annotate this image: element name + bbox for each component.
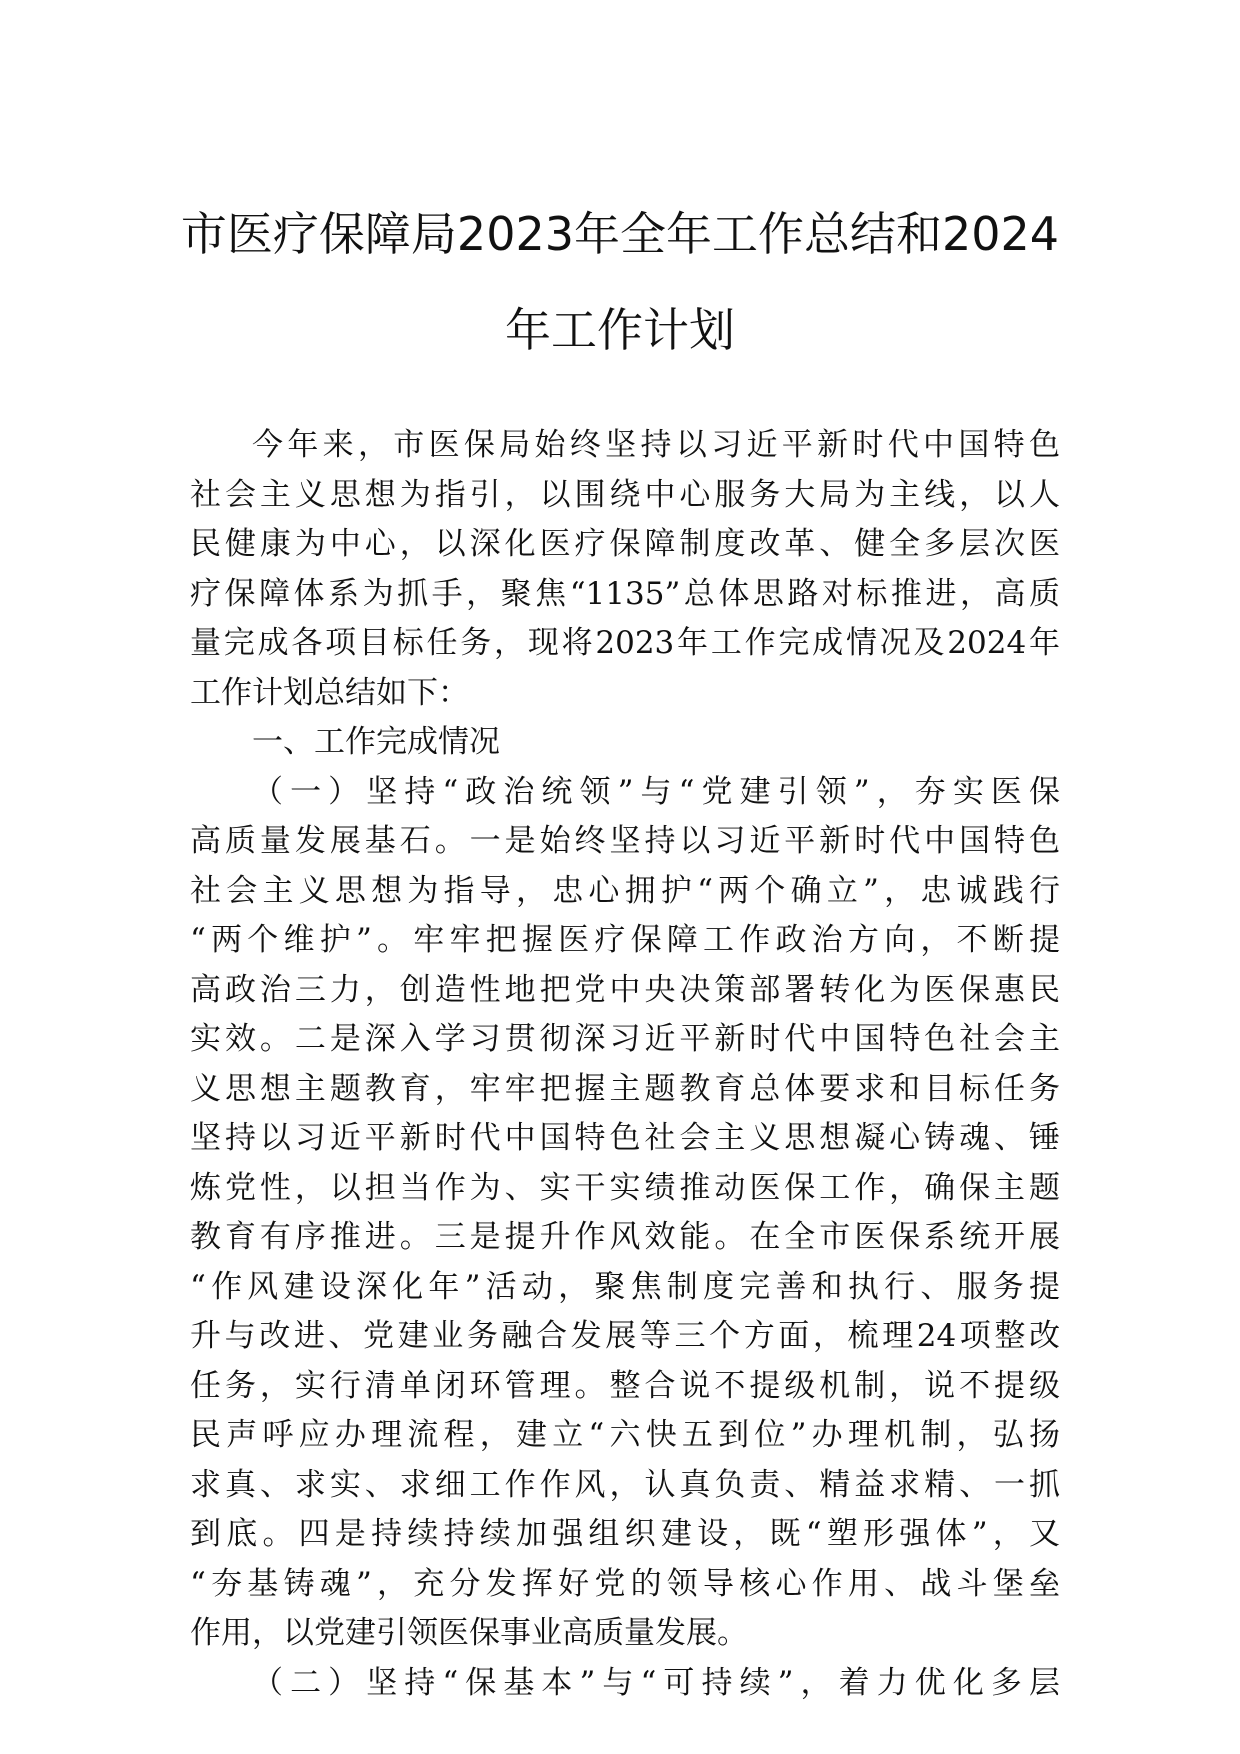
body-line-25: 作用，以党建引领医保事业高质量发展。 xyxy=(190,1615,748,1651)
document-body xyxy=(190,421,1060,1708)
body-line-5: 量完成各项目标任务，现将2023年工作完成情况及2024年 xyxy=(190,625,1060,661)
body-line-19: 升与改进、党建业务融合发展等三个方面，梳理24项整改 xyxy=(190,1318,1060,1354)
body-line-13: 实效。二是深入学习贯彻深习近平新时代中国特色社会主 xyxy=(190,1021,1060,1057)
body-line-26: （二）坚持“保基本”与“可持续”，着力优化多层 xyxy=(252,1664,1060,1701)
body-line-10: 社会主义思想为指导，忠心拥护“两个确立”，忠诚践行 xyxy=(190,872,1060,909)
title-line-1: 市医疗保障局2023年全年工作总结和2024 xyxy=(180,207,1060,261)
body-line-1: 今年来，市医保局始终坚持以习近平新时代中国特色 xyxy=(252,427,1060,463)
body-line-17: 教育有序推进。三是提升作风效能。在全市医保系统开展 xyxy=(190,1219,1060,1255)
body-line-14: 义思想主题教育，牢牢把握主题教育总体要求和目标任务 xyxy=(190,1070,1060,1107)
body-line-20: 任务，实行清单闭环管理。整合说不提级机制，说不提级 xyxy=(190,1367,1060,1404)
body-line-16: 炼党性，以担当作为、实干实绩推动医保工作，确保主题 xyxy=(190,1169,1060,1206)
body-line-4: 疗保障体系为抓手，聚焦“1135”总体思路对标推进，高质 xyxy=(190,575,1060,612)
body-line-22: 求真、求实、求细工作作风，认真负责、精益求精、一抓 xyxy=(190,1466,1060,1503)
body-line-6: 工作计划总结如下： xyxy=(190,674,469,711)
body-line-15: 坚持以习近平新时代中国特色社会主义思想凝心铸魂、锤 xyxy=(190,1120,1060,1156)
body-line-8: （一）坚持“政治统领”与“党建引领”，夯实医保 xyxy=(252,773,1060,810)
body-line-21: 民声呼应办理流程，建立“六快五到位”办理机制，弘扬 xyxy=(190,1417,1060,1453)
body-line-11: “两个维护”。牢牢把握医疗保障工作政治方向，不断提 xyxy=(190,922,1060,958)
body-line-3: 民健康为中心，以深化医疗保障制度改革、健全多层次医 xyxy=(190,526,1060,562)
body-line-9: 高质量发展基石。一是始终坚持以习近平新时代中国特色 xyxy=(190,823,1060,859)
body-line-2: 社会主义思想为指引，以围绕中心服务大局为主线，以人 xyxy=(190,476,1060,513)
section-heading: 一、工作完成情况 xyxy=(252,724,500,760)
title-line-2: 年工作计划 xyxy=(505,303,735,357)
body-line-23: 到底。四是持续持续加强组织建设，既“塑形强体”，又 xyxy=(190,1516,1060,1552)
body-line-12: 高政治三力，创造性地把党中央决策部署转化为医保惠民 xyxy=(190,971,1060,1008)
body-line-24: “夯基铸魂”，充分发挥好党的领导核心作用、战斗堡垒 xyxy=(190,1565,1060,1602)
document-title xyxy=(150,186,1090,378)
body-line-18: “作风建设深化年”活动，聚焦制度完善和执行、服务提 xyxy=(190,1268,1060,1305)
